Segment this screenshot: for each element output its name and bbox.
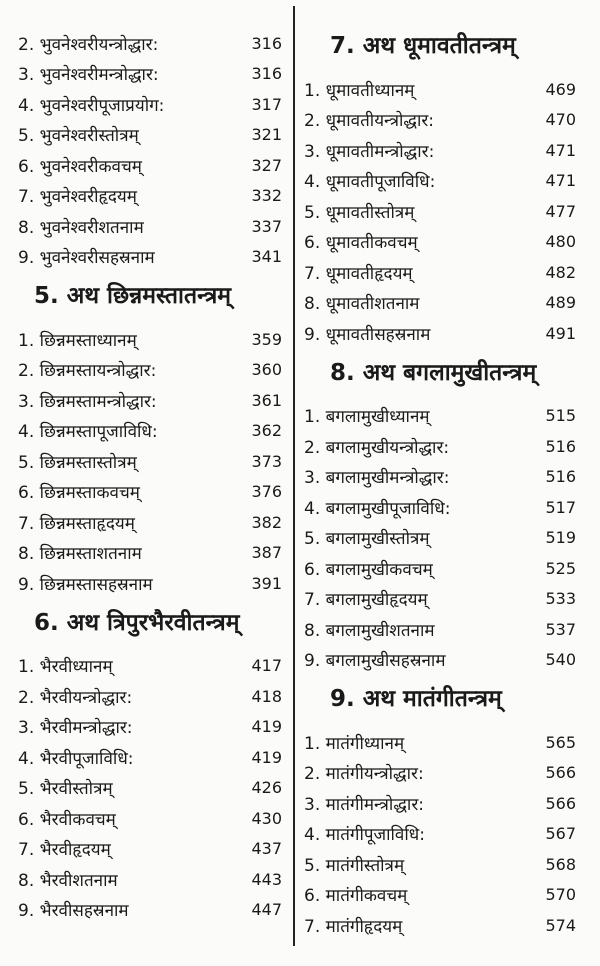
entry-page-number: 515 xyxy=(545,406,576,426)
toc-entry xyxy=(18,28,288,59)
entry-title: 3. मातंगीमन्त्रोद्धार: xyxy=(304,794,425,815)
entry-title: 4. भुवनेश्वरीपूजाप्रयोग: xyxy=(18,95,165,116)
entry-title: 2. भैरवीयन्त्रोद्धार: xyxy=(18,687,133,708)
toc-entry xyxy=(18,416,288,447)
entry-title: 3. बगलामुखीमन्त्रोद्धार: xyxy=(304,468,450,489)
entry-title: 5. भैरवीस्तोत्रम् xyxy=(18,779,113,800)
toc-entry xyxy=(304,288,584,319)
entry-page-number: 361 xyxy=(251,390,282,410)
toc-entry xyxy=(304,584,584,615)
toc-entry xyxy=(18,568,288,599)
entry-page-number: 574 xyxy=(545,915,576,935)
toc-entry xyxy=(304,645,584,676)
toc-entry xyxy=(18,59,288,90)
entry-title: 1. बगलामुखीध्यानम् xyxy=(304,407,430,428)
section-heading: 9. अथ मातंगीतन्त्रम् xyxy=(330,686,502,712)
entry-title: 5. मातंगीस्तोत्रम् xyxy=(304,855,405,876)
toc-entry xyxy=(18,355,288,386)
entry-title: 1. धूमावतीध्यानम् xyxy=(304,80,415,101)
toc-entry xyxy=(18,864,288,895)
toc-section xyxy=(304,351,584,676)
toc-entry xyxy=(18,895,288,926)
entry-title: 7. भुवनेश्वरीहृदयम् xyxy=(18,187,137,208)
toc-entry xyxy=(18,507,288,538)
entry-page-number: 447 xyxy=(251,900,282,920)
entry-title: 2. धूमावतीयन्त्रोद्धार: xyxy=(304,111,435,132)
toc-entry xyxy=(18,681,288,712)
toc-entry xyxy=(304,880,584,911)
entry-title: 5. बगलामुखीस्तोत्रम् xyxy=(304,529,430,550)
toc-entry xyxy=(304,523,584,554)
entry-page-number: 566 xyxy=(545,793,576,813)
entry-page-number: 519 xyxy=(545,528,576,548)
entry-title: 8. भुवनेश्वरीशतनाम xyxy=(18,217,144,238)
entry-title: 6. मातंगीकवचम् xyxy=(304,886,408,907)
entry-title: 7. बगलामुखीहृदयम् xyxy=(304,590,428,611)
toc-entry xyxy=(304,257,584,288)
toc-entry xyxy=(304,166,584,197)
entry-page-number: 489 xyxy=(545,293,576,313)
toc-entry xyxy=(18,477,288,508)
entry-page-number: 537 xyxy=(545,619,576,639)
entry-page-number: 570 xyxy=(545,885,576,905)
entry-title: 2. मातंगीयन्त्रोद्धार: xyxy=(304,764,424,785)
entry-page-number: 516 xyxy=(545,436,576,456)
entry-page-number: 482 xyxy=(545,262,576,282)
toc-entry xyxy=(18,211,288,242)
toc-entry xyxy=(304,431,584,462)
entry-page-number: 327 xyxy=(251,155,282,175)
entry-title: 7. मातंगीहृदयम् xyxy=(304,916,403,937)
entry-page-number: 316 xyxy=(251,64,282,84)
toc-entry xyxy=(18,150,288,181)
entry-title: 4. छिन्नमस्तापूजाविधि: xyxy=(18,422,158,443)
toc-entry xyxy=(304,318,584,349)
entry-page-number: 321 xyxy=(251,125,282,145)
toc-entry xyxy=(304,462,584,493)
entry-title: 8. भैरवीशतनाम xyxy=(18,870,118,891)
toc-entry xyxy=(18,446,288,477)
entry-page-number: 332 xyxy=(251,186,282,206)
toc-section xyxy=(304,677,584,941)
entry-title: 6. भुवनेश्वरीकवचम् xyxy=(18,156,142,177)
entry-page-number: 316 xyxy=(251,33,282,53)
entry-page-number: 471 xyxy=(545,171,576,191)
entry-title: 7. छिन्नमस्ताहृदयम् xyxy=(18,513,135,534)
toc-entry xyxy=(304,492,584,523)
section-heading: 7. अथ धूमावतीतन्त्रम् xyxy=(330,33,516,59)
entry-page-number: 437 xyxy=(251,839,282,859)
toc-entry xyxy=(18,120,288,151)
section-heading: 8. अथ बगलामुखीतन्त्रम् xyxy=(330,359,537,386)
toc-section xyxy=(18,274,288,599)
entry-page-number: 359 xyxy=(251,329,282,349)
toc-entry xyxy=(304,401,584,432)
entry-page-number: 477 xyxy=(545,201,576,221)
entry-title: 2. छिन्नमस्तायन्त्रोद्धार: xyxy=(18,361,157,382)
entry-page-number: 469 xyxy=(545,79,576,99)
column-divider xyxy=(293,6,295,946)
entry-page-number: 417 xyxy=(251,656,282,676)
toc-section xyxy=(304,24,584,349)
entry-title: 4. मातंगीपूजाविधि: xyxy=(304,825,425,846)
toc-entry xyxy=(304,105,584,136)
entry-title: 7. भैरवीहृदयम् xyxy=(18,840,111,861)
toc-entry xyxy=(18,242,288,273)
entry-page-number: 568 xyxy=(545,854,576,874)
entry-page-number: 419 xyxy=(251,747,282,767)
section-heading: 5. अथ छिन्नमस्तातन्त्रम् xyxy=(34,283,232,309)
entry-page-number: 376 xyxy=(251,482,282,502)
toc-entry xyxy=(18,324,288,355)
entry-page-number: 360 xyxy=(251,360,282,380)
entry-page-number: 517 xyxy=(545,497,576,517)
toc-entry xyxy=(304,227,584,258)
entry-page-number: 566 xyxy=(545,763,576,783)
toc-entry xyxy=(18,651,288,682)
toc-entry xyxy=(18,181,288,212)
entry-title: 3. धूमावतीमन्त्रोद्धार: xyxy=(304,141,435,162)
toc-entry xyxy=(18,385,288,416)
section-heading: 6. अथ त्रिपुरभैरवीतन्त्रम् xyxy=(34,609,240,636)
entry-page-number: 540 xyxy=(545,650,576,670)
left-column xyxy=(18,0,288,925)
toc-entry xyxy=(304,788,584,819)
entry-page-number: 471 xyxy=(545,140,576,160)
entry-page-number: 430 xyxy=(251,808,282,828)
entry-page-number: 373 xyxy=(251,451,282,471)
entry-title: 5. धूमावतीस्तोत्रम् xyxy=(304,202,415,223)
entry-title: 7. धूमावतीहृदयम् xyxy=(304,263,413,284)
entry-page-number: 419 xyxy=(251,717,282,737)
entry-title: 5. छिन्नमस्तास्तोत्रम् xyxy=(18,452,137,473)
entry-title: 9. धूमावतीसहस्रनाम xyxy=(304,324,431,345)
entry-title: 1. छिन्नमस्ताध्यानम् xyxy=(18,330,137,351)
entry-title: 1. मातंगीध्यानम् xyxy=(304,733,405,754)
toc-entry xyxy=(304,196,584,227)
entry-title: 6. छिन्नमस्ताकवचम् xyxy=(18,483,140,504)
entry-title: 6. बगलामुखीकवचम् xyxy=(304,559,433,580)
toc-entry xyxy=(18,834,288,865)
entry-title: 5. भुवनेश्वरीस्तोत्रम् xyxy=(18,126,139,147)
entry-title: 3. भुवनेश्वरीमन्त्रोद्धार: xyxy=(18,65,159,86)
toc-entry xyxy=(18,538,288,569)
toc-entry xyxy=(304,74,584,105)
entry-page-number: 337 xyxy=(251,216,282,236)
entry-title: 6. धूमावतीकवचम् xyxy=(304,233,418,254)
entry-title: 9. भुवनेश्वरीसहस्रनाम xyxy=(18,248,155,269)
entry-title: 2. बगलामुखीयन्त्रोद्धार: xyxy=(304,437,450,458)
entry-page-number: 565 xyxy=(545,732,576,752)
entry-title: 6. भैरवीकवचम् xyxy=(18,809,116,830)
entry-title: 3. छिन्नमस्तामन्त्रोद्धार: xyxy=(18,391,157,412)
toc-entry xyxy=(18,712,288,743)
right-column xyxy=(304,0,584,941)
entry-page-number: 341 xyxy=(251,247,282,267)
entry-page-number: 516 xyxy=(545,467,576,487)
entry-page-number: 362 xyxy=(251,421,282,441)
toc-section xyxy=(18,601,288,926)
toc-entry xyxy=(18,89,288,120)
toc-entry xyxy=(18,742,288,773)
entry-title: 9. भैरवीसहस्रनाम xyxy=(18,901,129,922)
entry-page-number: 470 xyxy=(545,110,576,130)
entry-page-number: 382 xyxy=(251,512,282,532)
entry-title: 4. भैरवीपूजाविधि: xyxy=(18,748,134,769)
entry-title: 1. भैरवीध्यानम् xyxy=(18,657,113,678)
entry-page-number: 387 xyxy=(251,543,282,563)
toc-entry xyxy=(304,553,584,584)
entry-title: 2. भुवनेश्वरीयन्त्रोद्धार: xyxy=(18,34,159,55)
entry-page-number: 391 xyxy=(251,573,282,593)
toc-entry xyxy=(304,614,584,645)
entry-title: 8. बगलामुखीशतनाम xyxy=(304,620,435,641)
entry-title: 3. भैरवीमन्त्रोद्धार: xyxy=(18,718,133,739)
entry-title: 8. छिन्नमस्ताशतनाम xyxy=(18,544,142,565)
entry-page-number: 317 xyxy=(251,94,282,114)
entry-page-number: 491 xyxy=(545,323,576,343)
entry-title: 9. छिन्नमस्तासहस्रनाम xyxy=(18,574,153,595)
toc-entry xyxy=(304,758,584,789)
entry-page-number: 567 xyxy=(545,824,576,844)
entry-title: 4. धूमावतीपूजाविधि: xyxy=(304,172,436,193)
entry-title: 4. बगलामुखीपूजाविधि: xyxy=(304,498,451,519)
toc-entry xyxy=(304,727,584,758)
entry-title: 9. बगलामुखीसहस्रनाम xyxy=(304,651,446,672)
toc-entry xyxy=(304,910,584,941)
toc-entry xyxy=(304,819,584,850)
entry-page-number: 443 xyxy=(251,869,282,889)
entry-page-number: 533 xyxy=(545,589,576,609)
entry-title: 8. धूमावतीशतनाम xyxy=(304,294,420,315)
toc-entry xyxy=(18,773,288,804)
toc-entry xyxy=(304,849,584,880)
toc-entry xyxy=(304,135,584,166)
toc-entry xyxy=(18,803,288,834)
toc-section xyxy=(18,28,288,272)
entry-page-number: 418 xyxy=(251,686,282,706)
entry-page-number: 480 xyxy=(545,232,576,252)
entry-page-number: 525 xyxy=(545,558,576,578)
entry-page-number: 426 xyxy=(251,778,282,798)
